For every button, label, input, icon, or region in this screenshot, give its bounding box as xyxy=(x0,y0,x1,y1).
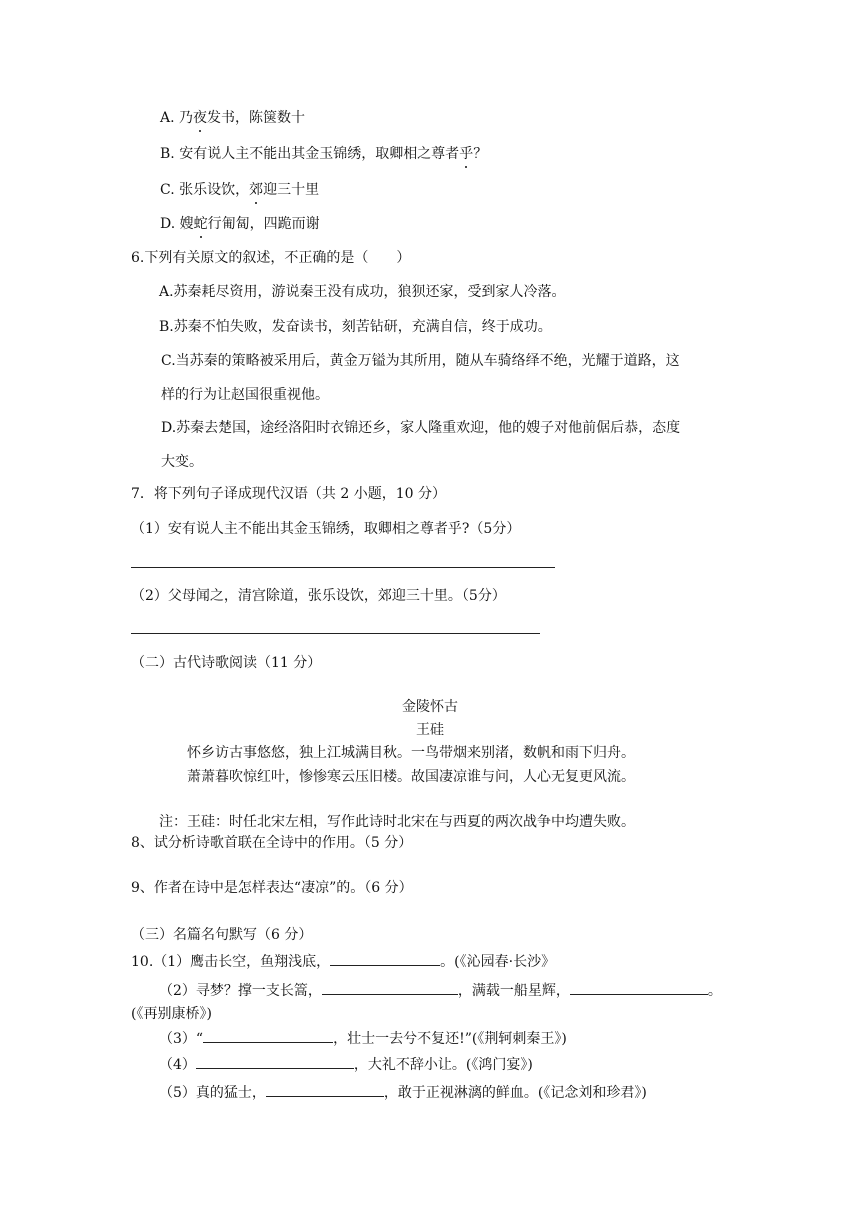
q7-stem: 7．将下列句子译成现代汉语（共 2 小题，10 分） xyxy=(131,486,446,502)
option-text: A. 乃 xyxy=(160,110,194,126)
section-3-heading: （三）名篇名句默写（6 分） xyxy=(131,927,313,943)
fill-blank[interactable] xyxy=(570,980,708,995)
item-text: （2）寻梦？撑一支长篙， xyxy=(159,983,322,999)
fill-blank[interactable] xyxy=(196,1054,354,1069)
q6-option-b: B.苏秦不怕失败，发奋读书，刻苦钻研，充满自信，终于成功。 xyxy=(159,319,552,335)
poem-author: 王硅 xyxy=(416,722,444,738)
q7-sentence-1: （1）安有说人主不能出其金玉锦绣，取卿相之尊者乎?（5分） xyxy=(131,521,521,537)
answer-line-2[interactable] xyxy=(131,633,540,634)
poem-title: 金陵怀古 xyxy=(402,699,458,715)
item-text: 。 xyxy=(707,983,722,999)
fill-blank[interactable] xyxy=(322,980,458,995)
item-text: （5）真的猛士， xyxy=(159,1085,266,1101)
emphasis-char: 乎 xyxy=(459,146,474,162)
q6-option-c: C.当苏秦的策略被采用后，黄金万镒为其所用，随从车骑络绎不绝，光耀于道路，这 xyxy=(161,353,680,369)
q6-option-d: D.苏秦去楚国，途经洛阳时衣锦还乡，家人隆重欢迎，他的嫂子对他前倨后恭，态度 xyxy=(161,420,681,436)
q6-option-a: A.苏秦耗尽资用，游说秦王没有成功，狼狈还家，受到家人冷落。 xyxy=(159,284,566,300)
emphasis-char: 郊 xyxy=(249,182,264,198)
q10-item-5 xyxy=(159,1082,647,1103)
fill-blank[interactable] xyxy=(330,951,440,966)
item-text: ，大礼不辞小让。(《鸿门宴》) xyxy=(353,1057,533,1073)
q6-option-c-cont: 样的行为让赵国很重视他。 xyxy=(161,387,329,403)
item-text: ，敢于正视淋漓的鲜血。(《记念刘和珍君》) xyxy=(383,1085,647,1101)
option-text: D. 嫂 xyxy=(160,216,194,232)
item-text: ，满载一船星辉， xyxy=(457,983,570,999)
option-text: 发书，陈箧数十 xyxy=(207,110,306,126)
q10-item-2-source: (《再别康桥》) xyxy=(131,1006,212,1022)
item-text: 。(《沁园春·长沙》 xyxy=(440,954,556,970)
q5-option-d xyxy=(160,214,320,234)
emphasis-char: 蛇 xyxy=(193,216,208,232)
q8: 8、试分析诗歌首联在全诗中的作用。（5 分） xyxy=(131,835,413,851)
option-text: B. 安有说人主不能出其金玉锦绣，取卿相之尊者 xyxy=(160,146,460,162)
q6-option-d-cont: 大变。 xyxy=(161,454,203,470)
poem-note: 注：王硅：时任北宋左相，写作此诗时北宋在与西夏的两次战争中均遭失败。 xyxy=(159,814,635,830)
item-text: （3）“ xyxy=(159,1031,204,1047)
option-text: 行匍匐，四跪而谢 xyxy=(207,216,320,232)
item-text: 10.（1）鹰击长空，鱼翔浅底， xyxy=(131,954,331,970)
option-text: ？ xyxy=(473,146,488,162)
option-text: 迎三十里 xyxy=(263,182,320,198)
q10-item-3 xyxy=(159,1028,567,1049)
poem-line-1: 怀乡访古事悠悠，独上江城满目秋。一鸟带烟来别渚，数帆和雨下归舟。 xyxy=(187,745,635,761)
item-text: ，壮士一去兮不复还!”(《荆轲刺秦王》) xyxy=(333,1031,567,1047)
item-text: （4） xyxy=(159,1057,196,1073)
option-text: C. 张乐设饮， xyxy=(160,182,250,198)
q5-option-c xyxy=(160,180,319,200)
q10-item-2 xyxy=(159,980,722,1001)
q10-item-1 xyxy=(131,951,555,972)
section-2-heading: （二）古代诗歌阅读（11 分） xyxy=(131,655,322,671)
poem-line-2: 萧萧暮吹惊红叶，惨惨寒云压旧楼。故国凄凉谁与问，人心无复更风流。 xyxy=(187,769,635,785)
q9: 9、作者在诗中是怎样表达“凄凉”的。（6 分） xyxy=(131,880,413,896)
q5-option-a xyxy=(160,108,305,128)
fill-blank[interactable] xyxy=(203,1028,333,1043)
answer-line-1[interactable] xyxy=(131,567,555,568)
q7-sentence-2: （2）父母闻之，清宫除道，张乐设饮，郊迎三十里。（5分） xyxy=(131,588,506,604)
emphasis-char: 夜 xyxy=(193,110,208,126)
q10-item-4 xyxy=(159,1054,533,1075)
fill-blank[interactable] xyxy=(266,1082,384,1097)
q5-option-b xyxy=(160,144,487,164)
q6-stem: 6.下列有关原文的叙述，不正确的是（ ） xyxy=(131,250,411,266)
